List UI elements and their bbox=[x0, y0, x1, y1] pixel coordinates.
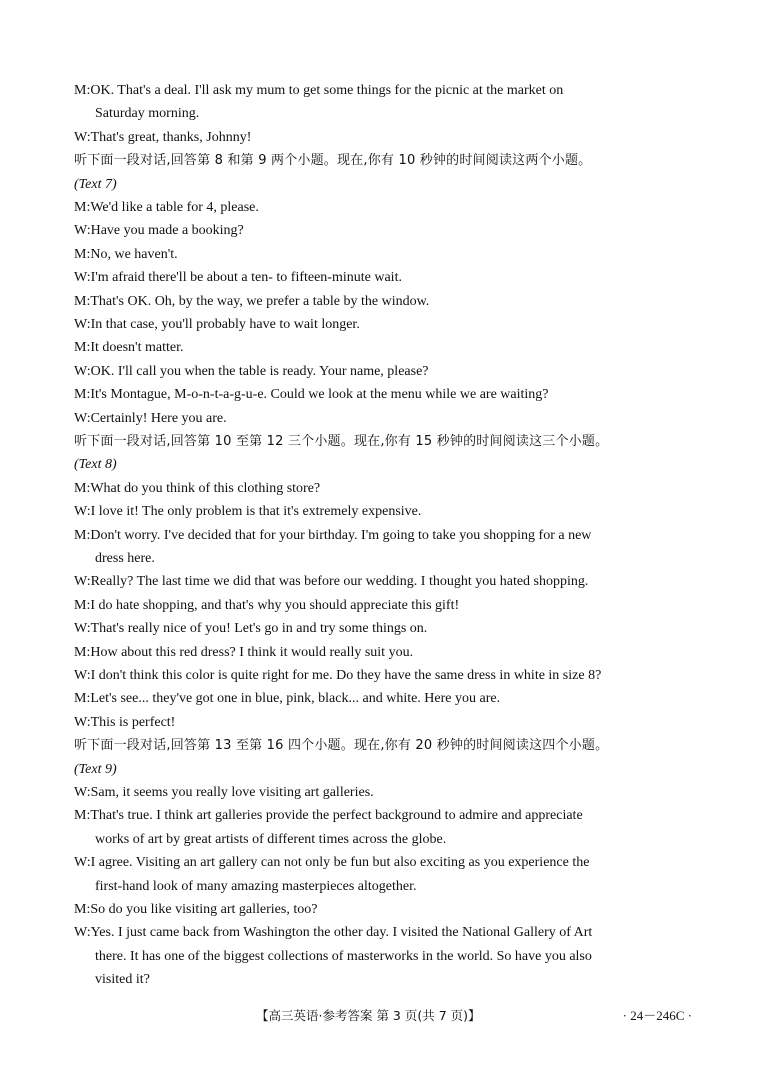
dialogue-continuation: dress here. bbox=[95, 551, 155, 566]
section-instruction: 听下面一段对话,回答第 8 和第 9 两个小题。现在,你有 10 秒钟的时间阅读这两个小题。 bbox=[74, 153, 592, 169]
dialogue-text: What do you think of this clothing store? bbox=[90, 480, 321, 496]
dialogue-line bbox=[74, 267, 694, 289]
dialogue-text: Certainly! Here you are. bbox=[90, 410, 227, 426]
dialogue-text: OK. I'll call you when the table is ready. Your name, please? bbox=[90, 363, 429, 379]
dialogue-line bbox=[74, 525, 694, 547]
speaker-label: M: bbox=[74, 644, 91, 660]
dialogue-line bbox=[74, 314, 694, 336]
speaker-label: M: bbox=[74, 691, 91, 707]
section-instruction: 听下面一段对话,回答第 13 至第 16 四个小题。现在,你有 20 秒钟的时间阅读这四个小题。 bbox=[74, 738, 609, 754]
footer-title: 【高三英语·参考答案 第 3 页(共 7 页)】 bbox=[256, 1008, 481, 1023]
dialogue-line bbox=[74, 571, 694, 593]
dialogue-line bbox=[74, 688, 694, 710]
speaker-label: W: bbox=[74, 223, 91, 239]
dialogue-text: Have you made a booking? bbox=[90, 223, 244, 239]
speaker-label: M: bbox=[74, 293, 91, 309]
dialogue-line bbox=[74, 922, 694, 944]
speaker-label: W: bbox=[74, 714, 91, 730]
speaker-label: W: bbox=[74, 855, 91, 871]
dialogue-text: This is perfect! bbox=[90, 714, 176, 730]
dialogue-line bbox=[74, 712, 694, 734]
speaker-label: W: bbox=[74, 785, 91, 800]
speaker-label: W: bbox=[74, 621, 91, 637]
dialogue-line bbox=[74, 501, 694, 523]
dialogue-line bbox=[74, 244, 694, 266]
dialogue-line bbox=[74, 337, 694, 359]
dialogue-text: OK. That's a deal. I'll ask my mum to get some things for the picnic at the market on bbox=[90, 83, 564, 98]
speaker-label: W: bbox=[74, 410, 91, 426]
dialogue-text: Yes. I just came back from Washington the other day. I visited the National Gallery of Art bbox=[90, 925, 593, 941]
dialogue-continuation: Saturday morning. bbox=[95, 106, 200, 122]
dialogue-text: No, we haven't. bbox=[90, 246, 178, 262]
dialogue-text: It's Montague, M-o-n-t-a-g-u-e. Could we look at the menu while we are waiting? bbox=[90, 387, 549, 403]
speaker-label: W: bbox=[74, 129, 91, 145]
dialogue-text: It doesn't matter. bbox=[90, 340, 184, 356]
dialogue-line bbox=[74, 291, 694, 313]
dialogue-text: That's really nice of you! Let's go in and try some things on. bbox=[90, 621, 428, 637]
dialogue-text: I agree. Visiting an art gallery can not only be fun but also exciting as you experience the bbox=[90, 855, 590, 871]
speaker-label: M: bbox=[74, 246, 91, 262]
speaker-label: W: bbox=[74, 270, 91, 286]
dialogue-line bbox=[74, 197, 694, 219]
dialogue-line bbox=[74, 595, 694, 617]
section-instruction: 听下面一段对话,回答第 10 至第 12 三个小题。现在,你有 15 秒钟的时间阅读这三个小题。 bbox=[74, 434, 609, 449]
dialogue-text: So do you like visiting art galleries, too? bbox=[90, 902, 318, 917]
speaker-label: W: bbox=[74, 574, 91, 590]
dialogue-line bbox=[74, 642, 694, 664]
dialogue-text: I don't think this color is quite right for me. Do they have the same dress in white in size 8? bbox=[90, 668, 602, 683]
speaker-label: M: bbox=[74, 527, 91, 543]
dialogue-text: That's great, thanks, Johnny! bbox=[90, 129, 252, 145]
dialogue-line bbox=[74, 852, 694, 874]
speaker-label: M: bbox=[74, 597, 91, 613]
text-label: (Text 8) bbox=[74, 457, 117, 473]
dialogue-line bbox=[74, 408, 694, 430]
dialogue-line bbox=[74, 665, 694, 687]
dialogue-text: We'd like a table for 4, please. bbox=[90, 200, 259, 215]
dialogue-continuation: there. It has one of the biggest collections of masterworks in the world. So have you also bbox=[95, 948, 592, 964]
dialogue-continuation: first-hand look of many amazing masterpieces altogether. bbox=[95, 878, 417, 894]
speaker-label: W: bbox=[74, 504, 91, 520]
dialogue-text: Let's see... they've got one in blue, pink, black... and white. Here you are. bbox=[90, 691, 501, 707]
speaker-label: W: bbox=[74, 317, 91, 332]
dialogue-line bbox=[74, 80, 694, 102]
dialogue-text: I'm afraid there'll be about a ten- to fifteen-minute wait. bbox=[90, 270, 402, 286]
speaker-label: W: bbox=[74, 668, 91, 683]
dialogue-line bbox=[74, 618, 694, 640]
dialogue-line bbox=[74, 478, 694, 500]
dialogue-text: In that case, you'll probably have to wait longer. bbox=[90, 317, 360, 332]
dialogue-text: I love it! The only problem is that it's extremely expensive. bbox=[90, 504, 422, 520]
speaker-label: W: bbox=[74, 925, 91, 941]
dialogue-line bbox=[74, 361, 694, 383]
dialogue-continuation: visited it? bbox=[95, 972, 150, 988]
speaker-label: M: bbox=[74, 83, 91, 98]
dialogue-text: Don't worry. I've decided that for your birthday. I'm going to take you shopping for a new bbox=[90, 527, 592, 543]
text-label: (Text 9) bbox=[74, 761, 117, 777]
speaker-label: M: bbox=[74, 387, 91, 403]
dialogue-line bbox=[74, 384, 694, 406]
speaker-label: M: bbox=[74, 808, 91, 824]
dialogue-text: How about this red dress? I think it would really suit you. bbox=[90, 644, 414, 660]
speaker-label: M: bbox=[74, 480, 91, 496]
dialogue-continuation: works of art by great artists of different times across the globe. bbox=[95, 831, 447, 847]
dialogue-line bbox=[74, 220, 694, 242]
text-label: (Text 7) bbox=[74, 176, 117, 192]
page-footer bbox=[0, 1004, 764, 1028]
dialogue-text: Sam, it seems you really love visiting art galleries. bbox=[90, 785, 374, 800]
footer-code: · 24－246C · bbox=[622, 1008, 692, 1023]
dialogue-line bbox=[74, 805, 694, 827]
dialogue-line bbox=[74, 127, 694, 149]
dialogue-line bbox=[74, 899, 694, 921]
dialogue-line bbox=[74, 782, 694, 804]
dialogue-text: I do hate shopping, and that's why you should appreciate this gift! bbox=[90, 597, 460, 613]
speaker-label: M: bbox=[74, 340, 91, 356]
speaker-label: W: bbox=[74, 363, 91, 379]
dialogue-text: That's true. I think art galleries provide the perfect background to admire and appreciate bbox=[90, 808, 583, 824]
dialogue-text: That's OK. Oh, by the way, we prefer a table by the window. bbox=[90, 293, 430, 309]
dialogue-text: Really? The last time we did that was before our wedding. I thought you hated shopping. bbox=[90, 574, 589, 590]
speaker-label: M: bbox=[74, 902, 91, 917]
speaker-label: M: bbox=[74, 200, 91, 215]
